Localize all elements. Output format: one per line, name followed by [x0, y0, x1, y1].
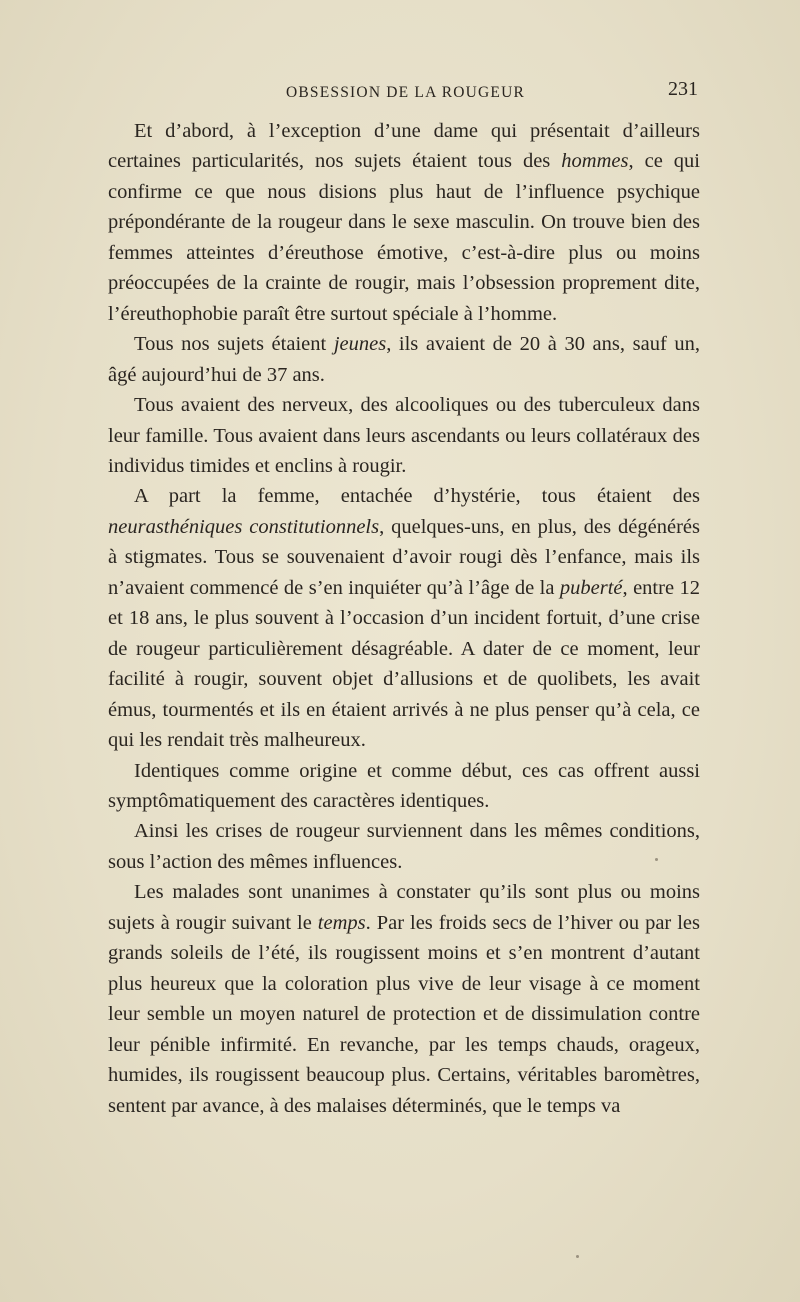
- running-title: OBSESSION DE LA ROUGEUR: [286, 84, 526, 101]
- italic-phrase: hommes: [561, 150, 629, 173]
- italic-phrase: puberté: [559, 576, 623, 599]
- paragraph: [108, 116, 700, 329]
- text-run: , entre 12 et 18 ans, le plus souvent à l’occasion d’un incident fortuit, d’une crise de rougeur particulièrement désagréable. A dater de ce moment, leur facilité à rougir, souvent objet d’allusions et de quolibets, les avait émus, tourmentés et ils en étaient arrivés à ne plus penser qu’à cela, ce qui les rendait très malheureux.: [108, 576, 700, 752]
- paragraph: [108, 481, 700, 755]
- text-run: Et d’abord, à l’exception d’une dame qui présentait d’ailleurs certaines particularités, nos sujets étaient tous des: [108, 120, 700, 173]
- italic-phrase: temps: [317, 911, 366, 934]
- paragraph: [108, 756, 700, 817]
- text-run: Ainsi les crises de rougeur surviennent dans les mêmes conditions, sous l’action des mêmes influences.: [108, 820, 700, 873]
- paragraph: [108, 877, 700, 1121]
- paper-speck: [576, 1255, 579, 1258]
- running-head: [108, 78, 700, 104]
- text-run: Identiques comme origine et comme début, ces cas offrent aussi symptômatiquement des caractères identiques.: [108, 759, 700, 812]
- page-number: 231: [668, 78, 698, 100]
- text-run: . Par les froids secs de l’hiver ou par les grands soleils de l’été, ils rougissent moins et s’en montrent d’autant plus heureux que la coloration plus vive de leur visage à ce moment leur semble un moyen naturel de protection et de dissimulation contre leur pénible infirmité. En revanche, par les temps chauds, orageux, humides, ils rougissent beaucoup plus. Certains, véritables baromètres, sentent par avance, à des malaises déterminés, que le temps va: [108, 911, 701, 1117]
- paragraph: [108, 390, 700, 481]
- text-run: , quelques-uns, en plus, des dégénérés à stigmates. Tous se souvenaient d’avoir rougi dès l’enfance, mais ils n’avaient commencé de s’en inquiéter qu’à l’âge de la: [108, 515, 700, 599]
- text-run: , ce qui confirme ce que nous disions plus haut de l’influence psychique prépondérante de la rougeur dans le sexe masculin. On trouve bien des femmes atteintes d’éreuthose émotive, c’est-à-dire plus ou moins préoccupées de la crainte de rougir, mais l’obsession proprement dite, l’éreuthophobie paraît être surtout spéciale à l’homme.: [108, 150, 700, 325]
- italic-phrase: jeunes: [333, 333, 387, 356]
- text-run: , ils avaient de 20 à 30 ans, sauf un, âgé aujourd’hui de 37 ans.: [108, 333, 700, 386]
- paragraph: [108, 816, 700, 877]
- text-run: Tous avaient des nerveux, des alcooliques ou des tuberculeux dans leur famille. Tous avaient dans leurs ascendants ou leurs collatéraux des individus timides et enclins à rougir.: [108, 394, 700, 477]
- text-run: Tous nos sujets étaient: [134, 333, 334, 356]
- text-run: A part la femme, entachée d’hystérie, tous étaient des: [134, 485, 700, 508]
- paper-speck: [655, 858, 658, 861]
- paragraph: [108, 329, 700, 390]
- body-text: [108, 116, 700, 1121]
- italic-phrase: neurasthéniques constitutionnels: [108, 515, 380, 538]
- text-run: Les malades sont unanimes à constater qu’ils sont plus ou moins sujets à rougir suivant le: [108, 881, 700, 934]
